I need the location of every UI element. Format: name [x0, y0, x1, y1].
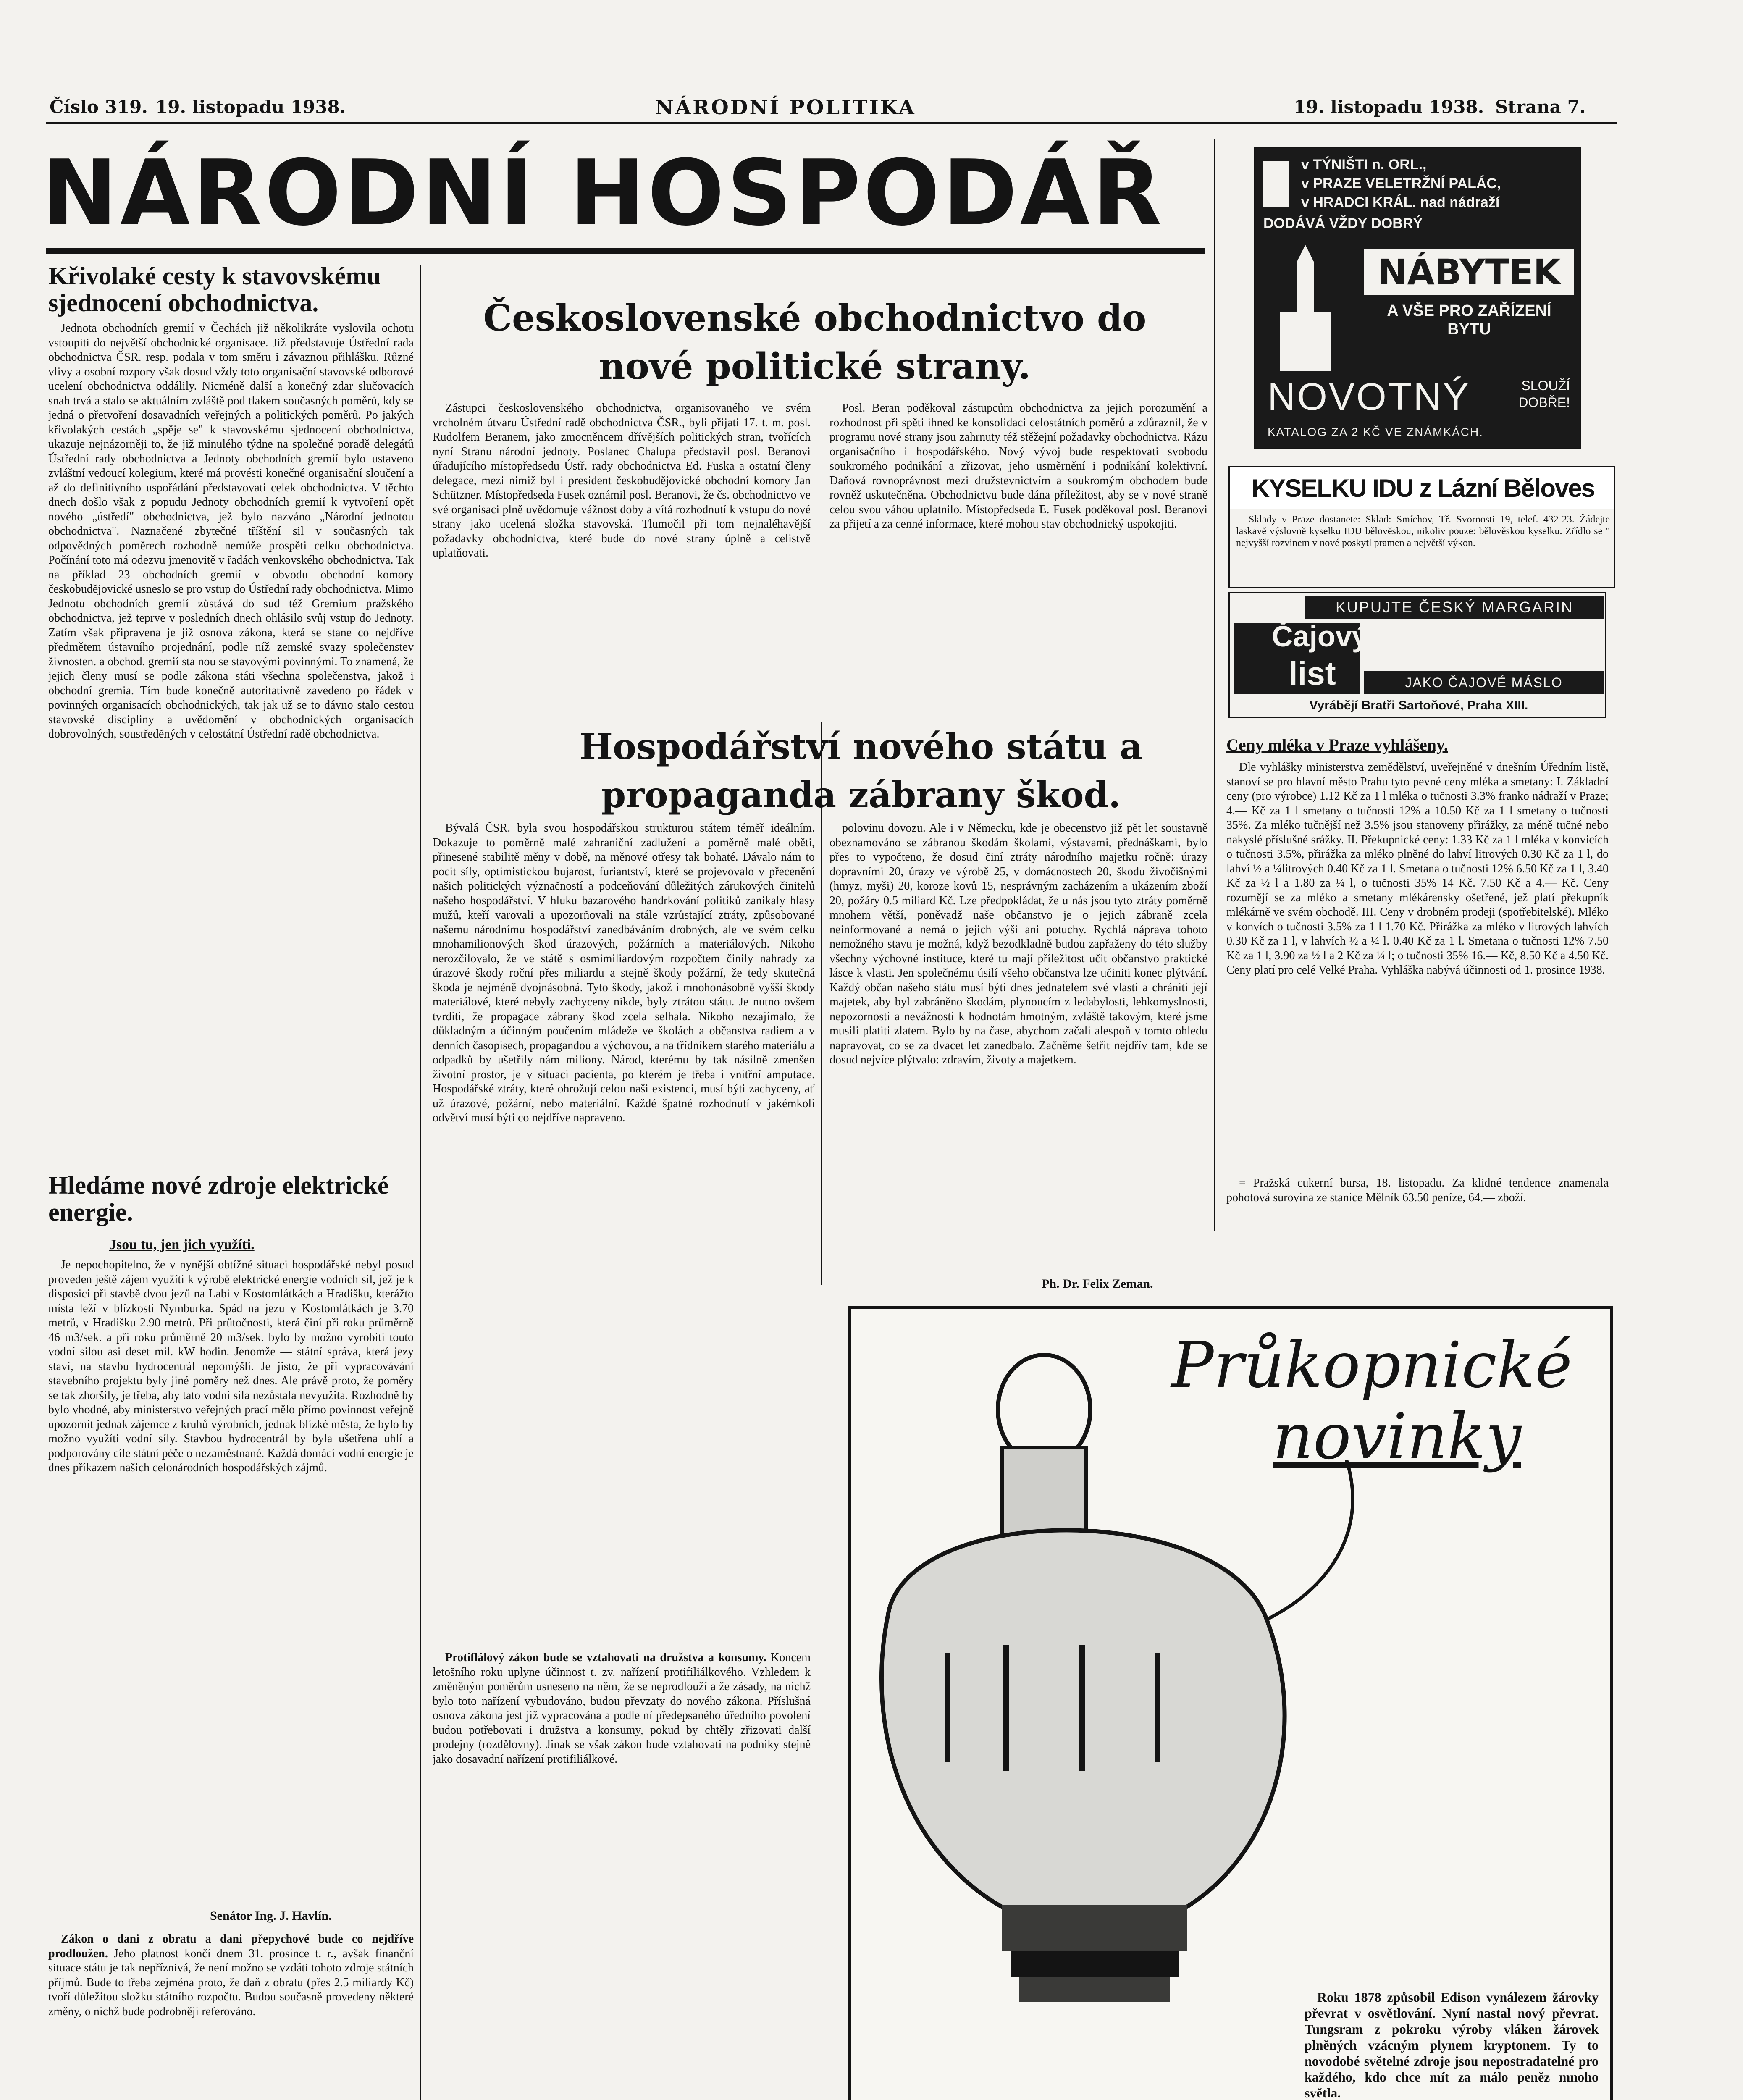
- issue-number: Číslo 319.: [50, 97, 148, 117]
- ad-headline: KYSELKU IDU z Lázní Běloves: [1230, 467, 1615, 509]
- ad-catalog: KATALOG ZA 2 KČ VE ZNÁMKÁCH.: [1268, 425, 1483, 438]
- ad-line: v PRAZE VELETRŽNÍ PALÁC,: [1301, 176, 1501, 192]
- header-rule: [46, 122, 1617, 124]
- article-body: Dle vyhlášky ministerstva zemědělství, uveřejněné v dnešním Úředním listě, stanoví se pro hlavní město Prahu tyto pevné ceny mléka a smetany: I. Základní ceny (pro výrobce) 1.12 Kč za 1 l mléka o tučnosti 3.3% franko nádraží v Praze; 4.— Kč za 1 l smetany o tučnosti 12% a 10.50 Kč za 1 l smetany o tučnosti 35%. Za mléko tučnější než 3.5% jsou stanoveny přirážky, za méně tučné nebo nakyslé příslušné srážky. II. Překupnické ceny: 1.33 Kč za 1 l mléka v konvicích o tučnosti 3.5%, přirážka za mléko plněné do lahví litrových 0.30 Kč za 1 l, do lahví ½ a ¼litrových 0.40 Kč za 1 l. Smetana o tučnosti 12% 6.50 Kč za 1 l, 3.40 Kč za ½ l a 1.80 za ¼ l, o tučnosti 35% 14 Kč. 7.50 Kč a 4.— Kč. Ceny rozumějí se za mléko a smetany mlékárensky ošetřené, jež platí překupník mlékárně ve svém obchodě. III. Ceny v drobném prodeji (spotřebitelské). Mléko v konvích o tučnosti 3.5% za 1 l 1.70 Kč. Přirážka za mléko v litrových lahvích 0.30 Kč za 1 l, v lahvích ½ a ¼ l. 0.40 Kč za 1 l. Smetana o tučnosti 12% 7.50 Kč za 1 l, 3.90 za ½ l a 2 Kč za ¼ l; o tučnosti 35% 16.— Kč, 8.50 Kč a 4.50 Kč. Ceny platí pro celé Velké Praha. Vyhláška nabývá účinnosti od 1. prosince 1938.: [1226, 761, 1609, 976]
- ad-cajovy-list: [1228, 592, 1606, 718]
- ad-line: DODÁVÁ VŽDY DOBRÝ: [1263, 215, 1423, 231]
- article-body: polovinu dovozu. Ale i v Německu, kde je obecenstvo již pět let soustavně obeznamováno se zábranou škodám školami, výstavami, přednáškami, bylo přes to vypočteno, že dosud činí ztráty národního majetku ročně: úrazy dopravními 20, úrazy ve výrobě 25, v domácnostech 20, škodu živočišnými (hmyz, myši) 20, koroze kovů 15, nesprávným zacházením a ukázením zboží 20, požáry 0.5 miliard Kč. Lze předpokládat, že u nás jsou tyto ztráty poměrně mnohem větší, poněvadž naše občanstvo je o jejich zábraně zcela neinformované a nemá o jejich výši ani potuchy. Rychlá náprava tohoto nemožného stavu je možná, když bezodkladně budou zapřaženy do této služby všechny výchovné instituce, které tu mají příležitost učit občanstvo praktické lásce k vlasti. Jen společnému úsilí všeho občanstva lze učiniti konec plýtvání. Každý občan našeho státu musí býti dnes jednatelem své vlasti a chrániti její majetek, aby byl zabráněno škodám, plynoucím z ledabylosti, lehkomyslnosti, nepozornosti a nevážnosti k hodnotám hmotným, zvláště takovým, které jsme musili platiti zlatem. Bylo by na čase, abychom začali alespoň v tomto ohledu napravovat, co se za dvacet let zanedbalo. Začněme šetřit nejdřív tam, kde se dosud nejvíce plýtvalo: zdravím, životy a majetkem.: [830, 822, 1208, 1066]
- article-headline: Hospodářství nového státu a propaganda zábrany škod.: [579, 726, 1143, 816]
- ad-brand: Čajový: [1272, 620, 1368, 653]
- news-brief: Zákon o dani z obratu a dani přepychové bude co nejdříve prodloužen. Jeho platnost končí dnem 31. prosince t. r., avšak finanční situace státu je tak nepříznivá, že není možno se vzdáti tohoto zdroje státních příjmů. Bude to třeba zejména proto, že daň z obratu (přes 2.5 miliardy Kč) tvoří důležitou složku státního rozpočtu. Budou současně provedeny některé změny, o nichž bude podrobněji referováno.: [48, 1932, 414, 2018]
- article-subtitle: Jsou tu, jen jich využíti.: [109, 1237, 255, 1252]
- article-body: Posl. Beran poděkoval zástupcům obchodnictva za jejich porozumění a rozhodnost při spěti ihned ke konsolidaci celostátních poměrů a zdůraznil, že v programu nové strany jsou zahrnuty též stěžejní požadavky obchodnictva. Rázu organisačního i hospodářského. Nový vývoj bude respektovati svobodu soukromého podnikání a zřizovat, jeho usměrnění i podnikání kolektivní. Daňová rovnoprávnost mezi družstevnictvím a soukromým obchodem bude rovněž uskutečněna. Obchodnictvu bude dána příležitost, aby se v nové straně celou svou váhou uplatnilo. Místopředseda E. Fusek poděkoval posl. Beranovi za přijetí a za cenné informace, které mohou stav obchodnický uspokojiti.: [830, 402, 1208, 530]
- article-body: Jednota obchodních gremií v Čechách již několikráte vyslovila ochotu vstoupiti do největší obchodnické organisace. Již představuje Ústřední rada obchodnictva ČSR. resp. podala v tom směru i závaznou přihlášku. Různé vlivy a osobní rozpory však dosud vždy toto organisační stavovské odborové ucelení obchodnictva oddálily. Nicméně další a konečný zdar slučovacích snah trvá a stalo se aktuálním zvláště pod tlakem současných poměrů, kdy se jedná o přetvoření dosavadních veřejných a politických poměrů. Po jakých křivolakých cestách „spěje se" k stavovskému sjednocení obchodnictva, ukazuje nejnázorněji to, že již minulého týdne na společné poradě delegátů Ústřední rady obchodnictva a Jednoty obchodních gremií bylo ustaveno zvláštní vedoucí kolegium, které má provésti konečné organisační sloučení a až do definitivního uspořádání představovati celek obchodnictva. V těchto dnech došlo však z popudu Jednoty obchodních gremií k vytvoření opět nového „ústředí" obchodnictva, jež bylo nazváno „Národní jednotou obchodnictva". Naznačené zbytečné tříštění sil v současných tak odpovědných poměrech rozhodně nemůže prospěti celku obchodnictva. Počínání toto má odezvu jmenovitě v řadách venkovského obchodnictva. Tak na příklad 23 obchodních gremií v obvodu obchodní komory českobudějovické usneslo se pro vstup do Ústřední rady obchodnictva. Mimo Jednotu obchodních gremií zůstává do sud též Gremium pražského obchodnictva, jež teprve v posledních dnech ohlásilo svůj vstup do Jednoty. Zatím však připravena je již osnova zákona, která se stane co nejdříve předmětem ústavního projednání, podle níž zemské svazy společenstev živnosten. a obchod. gremií sta nou se stavovými povinnými. To znamená, že jejich členy musí se podle zákona státi všechna společenstva, jakož i obchodní gremia. Tím bude konečně autoritativně zavedeno po řádek v povinných organisacích obchodnických, tak jak už se to dávno stalo cestou stavovské discipliny a uvědomění v obchodnických organisacích dobrovolných, soustředěných v celostátní Ústřední radě obchodnictva.: [48, 322, 414, 740]
- news-brief: = Pražská cukerní bursa, 18. listopadu. Za klidné tendence znamenala pohotová surovina ze stanice Mělník 63.50 peníze, 64.— zboží.: [1226, 1176, 1609, 1204]
- lightbulb-illustration: [864, 1351, 1368, 2023]
- ad-text: Sklady v Praze dostanete: Sklad: Smíchov, Tř. Svornosti 19, telef. 432-23. Žádejte laskavě výslovně kyselku IDU bělověskou, nikoliv pouze: bělověskou kyselku. Zřídlo se " nejvyšší rozvinem v nové poskytl pramen a největší výkon.: [1236, 514, 1610, 549]
- ad-line: v HRADCI KRÁL. nad nádraží: [1301, 194, 1500, 210]
- article-title: Křivolaké cesty k stavovskému sjednocení obchodnictva.: [48, 262, 381, 317]
- article-body: Zástupci československého obchodnictva, organisovaného ve svém vrcholném útvaru Ústřední radě obchodnictva ČSR., byli přijati 17. t. m. posl. Rudolfem Beranem, jako zmocněncem dřívějších politických stran, tvořících nyní Stranu národní jednoty. Poslanec Chalupa představil posl. Beranovi úřadujícího místopředsedu Ústř. rady obchodnictva Ed. Fuska a ostatní členy delegace, mezi nimiž byl i president českobudějovické obchodní komory Jan Schützner. Místopředseda Fusek oznámil posl. Beranovi, že čs. obchodnictvo ve své organisaci plně uvědomuje vážnost doby a vítá rozhodnutí k vstupu do nové strany jako ucelená složka stavovská. Tlumočil při tom nejnaléhavější požadavky obchodnictva, které bude do nové strany úplně a celistvě uplatňovati.: [433, 402, 811, 559]
- ad-line: v TÝNIŠTI n. ORL.,: [1301, 157, 1427, 173]
- ad-script-headline: novinky: [1273, 1400, 1521, 1473]
- ad-novotny: [1254, 147, 1581, 449]
- ad-subline: A VŠE PRO ZAŘÍZENÍ BYTU: [1387, 302, 1551, 338]
- article-body: Je nepochopitelno, že v nynější obtížné situaci hospodářské nebyl posud proveden ještě zájem využíti k výrobě elektrické energie vodních sil, jež je k disposici při stavbě dvou jezů na Labi v Kostomlátkách a Hradišku, kterážto místa leží v blízkosti Nymburka. Spád na jezu v Kostomlátkách je 3.70 metrů, v Hradišku 2.90 metrů. Při průtočnosti, která činí při roku průměrně 46 m3/sek. a při roku průměrně 20 m3/sek. bylo by možno vyrobiti touto vodní silou asi deset mil. kW hodin. Jenomže — státní správa, která jezy staví, na stavbu hydrocentrál nepomýšlí. Je jisto, že při vypracovávání stavebního projektu byly jiné poměry než dnes. Ale právě proto, že poměry se tak zhoršily, je třeba, aby tato vodní síla nezůstala nevyužita. Rozhodně by bylo vhodné, aby ministerstvo veřejných prací mělo přímo povinnost veřejně upozornit jednak zájemce z kruhů výrobních, jednak blízké města, že bylo by možno využíti vodní síly. Stavbou hydrocentrál by byla ušetřena uhlí a podporovány cíle státní péče o nezaměstnané. Každá domácí vodní energie je dnes příkazem našich celonárodních hospodářských zájmů.: [48, 1258, 414, 1474]
- newspaper-name: NÁRODNÍ POLITIKA: [655, 96, 916, 119]
- article-signature: Ph. Dr. Felix Zeman.: [1042, 1277, 1153, 1291]
- column-divider: [420, 265, 421, 2100]
- section-title: NÁRODNÍ HOSPODÁŘ: [42, 140, 1165, 246]
- ad-script-headline: Průkopnické: [1171, 1329, 1572, 1402]
- ad-maker: Vyrábějí Bratři Sartoňové, Praha XIII.: [1309, 698, 1528, 712]
- column-divider: [1214, 139, 1215, 1231]
- ad-kyselka: [1228, 466, 1615, 588]
- ad-body: Roku 1878 způsobil Edison vynálezem žárovky převrat v osvětlování. Nyní nastal nový převrat. Tungsram z pokroku výroby vláken žárovek plněných vzácným plynem kryptonem. Ty to novodobé světelné zdroje jsou nepostradatelné pro každého, kdo chce mít za málo peněz mnoho světla.: [1305, 1990, 1599, 2100]
- article-headline: Československé obchodnictvo do nové politické strany.: [483, 297, 1147, 388]
- ad-tagline: JAKO ČAJOVÉ MÁSLO: [1364, 671, 1604, 694]
- ad-brand: NOVOTNÝ: [1268, 375, 1470, 418]
- page-number: Strana 7.: [1495, 97, 1586, 117]
- leaf-icon: [1263, 161, 1289, 207]
- article-signature: Senátor Ing. J. Havlín.: [210, 1909, 332, 1923]
- article-body: Bývalá ČSR. byla svou hospodářskou strukturou státem téměř ideálním. Dokazuje to poměrně malé zahraniční zadlužení a poměrně malé oběti, přinesené stabilitě měny v době, na měnové otřesy tak bohaté. Dávalo nám to pocit síly, optimistickou bujarost, furiantství, které se projevovalo v přecenění našich politických význačností a podceňování důležitých zárukových činitelů našeho hospodářství. V hluku bazarového handrkování politiků zanikaly hlasy mužů, kteří varovali a upozorňovali na stále vzrůstající ztráty, způsobované našemu národnímu hospodářství zanedbáváním drobných, ale ve svém celku mnohamilionových škod úrazových, požárních a materiálových. Nikoho nerozčilovalo, že ve státě s osmimiliardovým rozpočtem činily nahrady za úrazové škody roční přes miliardu a stejně škody požární, že tedy skutečná škoda je nejméně dvojnásobná. Tyto škody, jakož i mnohonásobně vyšší škody materiálové, které nebyly zachyceny nikde, byly ztrátou státu. Je nutno ovšem tvrditi, že propagace zábrany škod zcela selhala. Nikoho nezajímalo, že důkladným a účinným poučením mládeže ve školách a občanstva radiem a v denních časopisech, propagandou a výchovou, a na třídníkem starého materiálu a odpadků by ušetřily nám miliony. Národ, kterému by tak násilně zmenšen životní prostor, je v situaci pacienta, po kterém je třeba i vnitřní amputace. Hospodářské ztráty, které ohrožují celou naši existenci, musí býti zachyceny, ať už úrazové, požární, nebo materiální. Každé špatné rozhodnutí v jakémkoli odvětví musí býti co nejdříve napraveno.: [433, 822, 815, 1124]
- article-title: Hledáme nové zdroje elektrické energie.: [48, 1171, 389, 1226]
- title-rule: [46, 248, 1205, 254]
- ad-slogan: SLOUŽÍ DOBŘE!: [1518, 378, 1570, 410]
- building-silhouette-icon: [1280, 245, 1331, 371]
- date-right: 19. listopadu 1938.: [1294, 97, 1484, 117]
- article-title: Ceny mléka v Praze vyhlášeny.: [1226, 735, 1448, 754]
- date-left: 19. listopadu 1938.: [155, 97, 346, 117]
- news-brief: Protiflálový zákon bude se vztahovati na družstva a konsumy. Koncem letošního roku uplyne účinnost t. zv. nařízení protifiliálkového. Vzhledem k změněným poměrům usneseno na něm, že se neprodlouží a že zásady, na nichž bylo toto nařízení vybudováno, budou převzaty do nového zákona. Příslušná osnova zákona jest již vypracována a podle ní předepsaného úředního povolení budou potřebovati i družstva a konsumy, pokud by chtěly zřizovati další prodejny (rozdělovny). Jinak se však zákon bude vztahovati na podniky stejně jako dosavadní nařízení protifiliálkové.: [433, 1651, 811, 1766]
- ad-tungsram: [848, 1306, 1613, 2100]
- ad-topline: KUPUJTE ČESKÝ MARGARIN: [1305, 596, 1604, 619]
- ad-headline: NÁBYTEK: [1364, 249, 1574, 295]
- ad-brand: list: [1289, 655, 1336, 692]
